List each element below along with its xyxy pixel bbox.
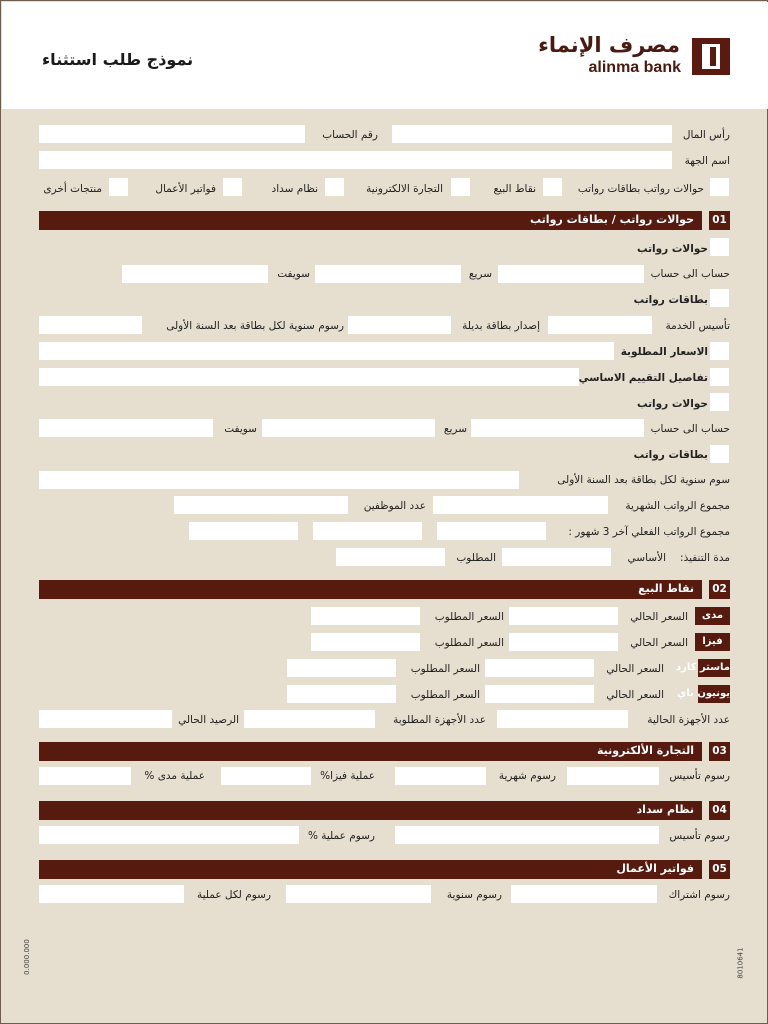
actual-payroll-month1-field[interactable] — [437, 522, 546, 540]
devices-current-field[interactable] — [497, 710, 628, 728]
fast2-field[interactable] — [262, 419, 435, 437]
service-setup-label: تأسيس الخدمة — [665, 320, 730, 332]
payroll-cards2-checkbox[interactable] — [710, 445, 729, 463]
swift-field[interactable] — [122, 265, 268, 283]
base-eval-field[interactable] — [39, 368, 579, 386]
mastercard-required-field[interactable] — [287, 659, 396, 677]
unionpay-tag: يونيون باي — [698, 685, 730, 703]
duration-label: مدة التنفيذ: — [680, 552, 730, 564]
service-setup-field[interactable] — [548, 316, 652, 334]
unionpay-current-label: السعر الحالي — [606, 689, 664, 701]
replacement-card-field[interactable] — [348, 316, 451, 334]
to-account-label: حساب الى حساب — [650, 268, 730, 280]
devices-required-field[interactable] — [244, 710, 375, 728]
section-05-number: 05 — [709, 860, 730, 879]
account-number-field[interactable] — [39, 125, 305, 143]
product-checkbox-business-bills[interactable] — [223, 178, 242, 196]
bills-per-op-fee-label: رسوم لكل عملية — [196, 889, 271, 901]
visa-current-field[interactable] — [509, 633, 618, 651]
base-eval-checkbox[interactable] — [710, 368, 729, 386]
ecom-setup-fee-field[interactable] — [567, 767, 659, 785]
section-01-header — [39, 211, 702, 230]
ecom-monthly-fee-field[interactable] — [395, 767, 486, 785]
footer-right-code: 8010641 — [736, 947, 745, 979]
entity-name-field[interactable] — [39, 151, 672, 169]
unionpay-current-field[interactable] — [485, 685, 594, 703]
payroll-transfers-checkbox[interactable] — [710, 238, 729, 256]
duration-basic-label: الأساسي — [627, 552, 666, 564]
product-label-other: منتجات أخرى — [43, 183, 102, 195]
mada-required-label: السعر المطلوب — [434, 611, 504, 623]
bills-per-op-fee-field[interactable] — [39, 885, 184, 903]
payroll-transfers-label: حوالات رواتب — [636, 243, 708, 255]
unionpay-required-field[interactable] — [287, 685, 396, 703]
monthly-payroll-label: مجموع الرواتب الشهرية — [625, 500, 730, 512]
bills-annual-fee-field[interactable] — [286, 885, 431, 903]
mada-current-label: السعر الحالي — [630, 611, 688, 623]
annual-fee-field[interactable] — [39, 316, 142, 334]
to-account2-label: حساب الى حساب — [650, 423, 730, 435]
actual-payroll-label: مجموع الرواتب الفعلي آخر 3 شهور : — [568, 526, 730, 538]
to-account-field[interactable] — [498, 265, 644, 283]
swift-label: سويفت — [277, 268, 310, 280]
employees-field[interactable] — [174, 496, 348, 514]
mastercard-current-field[interactable] — [485, 659, 594, 677]
requested-prices-field[interactable] — [39, 342, 614, 360]
bills-annual-fee-label: رسوم سنوية — [446, 889, 502, 901]
payroll-cards2-label: بطاقات رواتب — [633, 449, 708, 461]
mada-current-field[interactable] — [509, 607, 618, 625]
unionpay-required-label: السعر المطلوب — [410, 689, 480, 701]
to-account2-field[interactable] — [471, 419, 644, 437]
duration-required-label: المطلوب — [456, 552, 496, 564]
duration-basic-field[interactable] — [502, 548, 611, 566]
mastercard-tag: ماستر كارد — [698, 659, 730, 677]
section-02-header — [39, 580, 702, 599]
product-checkbox-pos[interactable] — [543, 178, 562, 196]
entity-name-label: اسم الجهة — [684, 155, 730, 167]
visa-required-label: السعر المطلوب — [434, 637, 504, 649]
sadad-op-fee-field[interactable] — [39, 826, 299, 844]
section-05-header — [39, 860, 702, 879]
visa-required-field[interactable] — [311, 633, 420, 651]
monthly-payroll-field[interactable] — [433, 496, 608, 514]
account-number-label: رقم الحساب — [322, 129, 378, 141]
replacement-card-label: إصدار بطاقة بديلة — [462, 320, 540, 332]
fast-field[interactable] — [315, 265, 461, 283]
ecom-visa-op-label: عملية فيزا% — [320, 770, 375, 782]
requested-prices-checkbox[interactable] — [710, 342, 729, 360]
payroll-cards-checkbox[interactable] — [710, 289, 729, 307]
footer-left-code: 0.000.000 — [22, 939, 31, 975]
product-checkbox-other[interactable] — [109, 178, 128, 196]
actual-payroll-month3-field[interactable] — [189, 522, 298, 540]
section-04-title: نظام سداد — [636, 803, 694, 816]
visa-tag: فيزا — [695, 633, 730, 651]
ecom-visa-op-field[interactable] — [221, 767, 311, 785]
ecom-mada-op-field[interactable] — [39, 767, 131, 785]
product-checkbox-payroll[interactable] — [710, 178, 729, 196]
section-01-number: 01 — [709, 211, 730, 230]
payroll-transfers2-label: حوالات رواتب — [636, 398, 708, 410]
product-checkbox-ecommerce[interactable] — [451, 178, 470, 196]
actual-payroll-month2-field[interactable] — [313, 522, 422, 540]
section-01-title: حوالات رواتب / بطاقات رواتب — [530, 213, 694, 226]
form-title: نموذج طلب استثناء — [42, 50, 194, 69]
section-04-header — [39, 801, 702, 820]
bank-name-english: alinma bank — [588, 59, 681, 76]
payroll-transfers2-checkbox[interactable] — [710, 393, 729, 411]
section-04-number: 04 — [709, 801, 730, 820]
alinma-logo-icon — [692, 38, 730, 75]
mastercard-current-label: السعر الحالي — [606, 663, 664, 675]
swift2-label: سويفت — [224, 423, 257, 435]
capital-field[interactable] — [392, 125, 672, 143]
bills-subscription-fee-field[interactable] — [511, 885, 657, 903]
mastercard-required-label: السعر المطلوب — [410, 663, 480, 675]
section-02-number: 02 — [709, 580, 730, 599]
bills-subscription-fee-label: رسوم اشتراك — [668, 889, 730, 901]
product-label-business-bills: فواتير الأعمال — [155, 183, 216, 195]
section-03-title: التجارة الألكترونية — [596, 744, 694, 757]
ecom-mada-op-label: عملية مدى % — [144, 770, 205, 782]
product-label-ecommerce: التجارة الالكترونية — [366, 183, 443, 195]
fast2-label: سريع — [443, 423, 467, 435]
annual-fee2-label: سوم سنوية لكل بطاقة بعد السنة الأولى — [557, 474, 730, 486]
capital-label: رأس المال — [682, 129, 730, 141]
duration-required-field[interactable] — [336, 548, 445, 566]
section-03-header — [39, 742, 702, 761]
base-eval-label: تفاصيل التقييم الاساسي — [578, 372, 708, 384]
section-02-title: نقاط البيع — [638, 582, 694, 595]
fast-label: سريع — [468, 268, 492, 280]
annual-fee-label: رسوم سنوية لكل بطاقة بعد السنة الأولى — [166, 320, 344, 332]
bank-name-arabic: مصرف الإنماء — [538, 33, 680, 57]
section-05-title: فواتير الأعمال — [616, 862, 694, 875]
ecom-monthly-fee-label: رسوم شهرية — [498, 770, 556, 782]
form-header — [2, 2, 768, 109]
visa-current-label: السعر الحالي — [630, 637, 688, 649]
requested-prices-label: الاسعار المطلوبة — [620, 346, 708, 358]
section-03-number: 03 — [709, 742, 730, 761]
sadad-setup-fee-field[interactable] — [395, 826, 659, 844]
product-label-sadad: نظام سداد — [271, 183, 318, 195]
payroll-cards-label: بطاقات رواتب — [633, 294, 708, 306]
ecom-setup-fee-label: رسوم تأسيس — [669, 770, 730, 782]
product-label-payroll: حوالات رواتب بطاقات رواتب — [577, 183, 704, 195]
current-balance-field[interactable] — [39, 710, 172, 728]
annual-fee2-field[interactable] — [39, 471, 519, 489]
product-label-pos: نقاط البيع — [493, 183, 536, 195]
product-checkbox-sadad[interactable] — [325, 178, 344, 196]
devices-required-label: عدد الأجهزة المطلوبة — [393, 714, 486, 726]
sadad-setup-fee-label: رسوم تأسيس — [669, 830, 730, 842]
sadad-op-fee-label: رسوم عملية % — [307, 830, 375, 842]
mada-required-field[interactable] — [311, 607, 420, 625]
devices-current-label: عدد الأجهزة الحالية — [647, 714, 730, 726]
mada-tag: مدى — [695, 607, 730, 625]
employees-label: عدد الموظفين — [363, 500, 426, 512]
current-balance-label: الرصيد الحالي — [178, 714, 239, 726]
swift2-field[interactable] — [39, 419, 213, 437]
